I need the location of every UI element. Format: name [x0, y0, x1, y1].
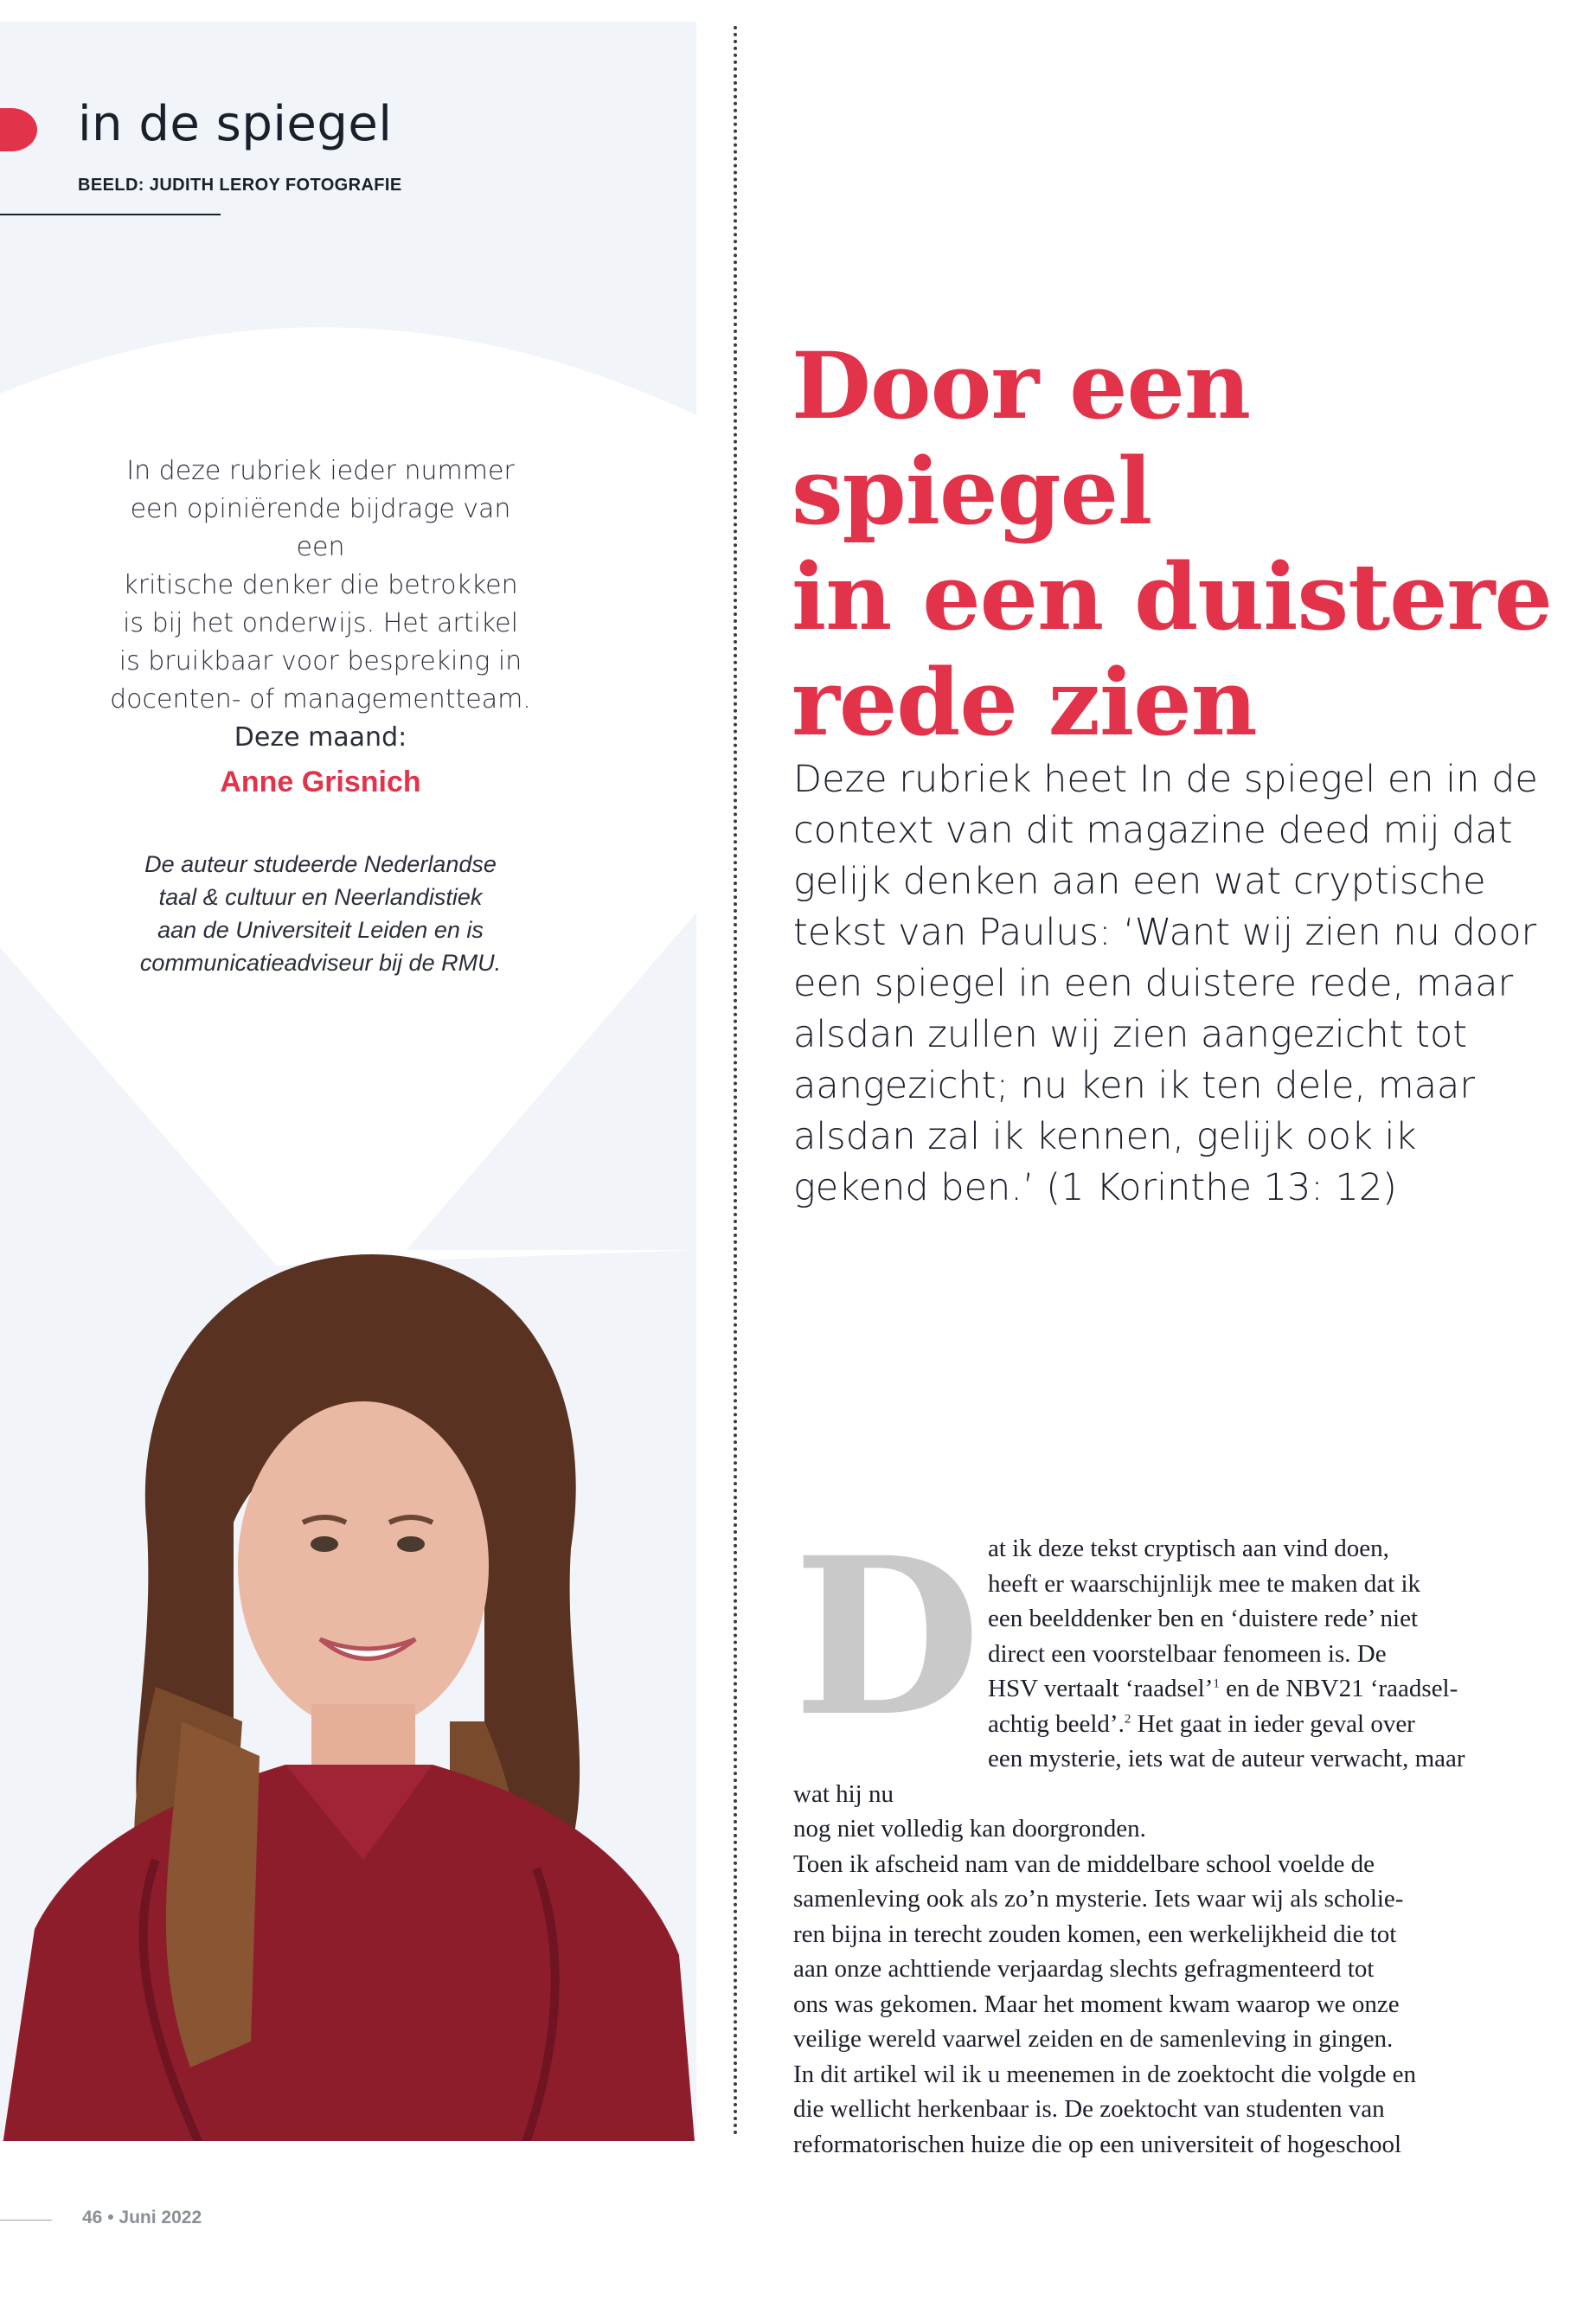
body-line: een beelddenker ben en ‘duistere rede’ niet [988, 1605, 1419, 1632]
lede-line: een spiegel in een duistere rede, maar [793, 962, 1514, 1005]
credit-divider [0, 214, 221, 215]
lede-line: gekend ben.’ (1 Korinthe 13: 12) [793, 1166, 1397, 1209]
month-label: Deze maand: [234, 722, 407, 753]
section-title: in de spiegel [78, 96, 393, 152]
body-line: een mysterie, iets wat de auteur verwacht, maar wat hij nu [793, 1745, 1465, 1808]
intro-line: In deze rubriek ieder nummer [126, 456, 515, 486]
body-line: veilige wereld vaarwel zeiden en de samenleving in gingen. [793, 2025, 1394, 2053]
lede-line: gelijk denken aan een wat cryptische [793, 860, 1486, 903]
body-paragraph [793, 2057, 1475, 2163]
intro-line: docenten- of managementteam. [110, 684, 531, 715]
lede-line: Deze rubriek heet In de spiegel en in de [793, 758, 1538, 801]
issue-date: Juni 2022 [119, 2208, 202, 2227]
lede-line: tekst van Paulus: ‘Want wij zien nu door [793, 911, 1537, 954]
body-line: Het gaat in ieder geval over [1131, 1709, 1415, 1738]
sidebar-panel [0, 22, 696, 2141]
photo-credit: BEELD: JUDITH LEROY FOTOGRAFIE [78, 176, 402, 195]
article-lede [793, 754, 1546, 1214]
column-divider [734, 26, 737, 2137]
intro-line: kritische denker die betrokken [123, 570, 518, 600]
footer-separator: • [107, 2208, 114, 2227]
intro-line: is bruikbaar voor bespreking in [119, 646, 522, 676]
author-bio [102, 848, 539, 979]
body-line: HSV vertaalt ‘raadsel’ [988, 1675, 1214, 1702]
body-line: at ik deze tekst cryptisch aan vind doen, [988, 1535, 1389, 1562]
body-line: ren bijna in terecht zouden komen, een werkelijkheid die tot [793, 1920, 1397, 1948]
author-portrait [0, 1237, 696, 2141]
footnote-ref[interactable]: 2 [1124, 1711, 1131, 1726]
rubric-intro [102, 452, 539, 719]
bio-line: taal & cultuur en Neerlandistiek [158, 884, 483, 910]
headline-line: rede zien [792, 648, 1257, 756]
body-line: samenleving ook als zo’n mysterie. Iets waar wij als scholie- [793, 1885, 1404, 1913]
lede-line: alsdan zal ik kennen, gelijk ook ik [793, 1115, 1417, 1158]
body-line: nog niet volledig kan doorgronden. [793, 1815, 1146, 1843]
bio-line: aan de Universiteit Leiden en is [157, 917, 484, 943]
body-line: achtig beeld’. [988, 1709, 1125, 1738]
footnote-ref[interactable]: 1 [1213, 1676, 1220, 1691]
footer-divider [0, 2220, 52, 2221]
body-line: Toen ik afscheid nam van de middelbare school voelde de [793, 1849, 1375, 1878]
page-number: 46 [82, 2208, 103, 2227]
article-body [793, 1509, 1475, 2162]
intro-line: is bij het onderwijs. Het artikel [123, 608, 518, 638]
intro-line: een opiniërende bijdrage van een [130, 494, 511, 562]
body-line: aan onze achttiende verjaardag slechts gefragmenteerd tot [793, 1955, 1375, 1983]
bio-line: De auteur studeerde Nederlandse [144, 851, 497, 877]
body-line: direct een voorstelbaar fenomeen is. De [988, 1639, 1387, 1668]
headline-line: Door een spiegel [792, 331, 1251, 545]
body-line: heeft er waarschijnlijk mee te maken dat ik [988, 1569, 1421, 1598]
page-footer [82, 2208, 202, 2228]
body-line: die wellicht herkenbaar is. De zoektocht van studenten van [793, 2095, 1385, 2123]
body-line: ons was gekomen. Maar het moment kwam waarop we onze [793, 1990, 1400, 2018]
body-line: reformatorischen huize die op een universiteit of hogeschool [793, 2130, 1402, 2158]
lede-line: context van dit magazine deed mij dat [793, 809, 1513, 852]
article-headline [792, 333, 1570, 755]
lede-line: alsdan zullen wij zien aangezicht tot [793, 1013, 1468, 1056]
author-name: Anne Grisnich [220, 766, 421, 798]
body-line: en de NBV21 ‘raadsel- [1219, 1675, 1458, 1702]
body-line: In dit artikel wil ik u meenemen in de zoektocht die volgde en [793, 2060, 1416, 2088]
lede-line: aangezicht; nu ken ik ten dele, maar [793, 1064, 1476, 1107]
headline-line: in een duistere [792, 542, 1552, 651]
bio-line: communicatieadviseur bij de RMU. [139, 950, 502, 976]
body-paragraph [793, 1847, 1475, 2057]
drop-cap: D [793, 1509, 981, 1764]
